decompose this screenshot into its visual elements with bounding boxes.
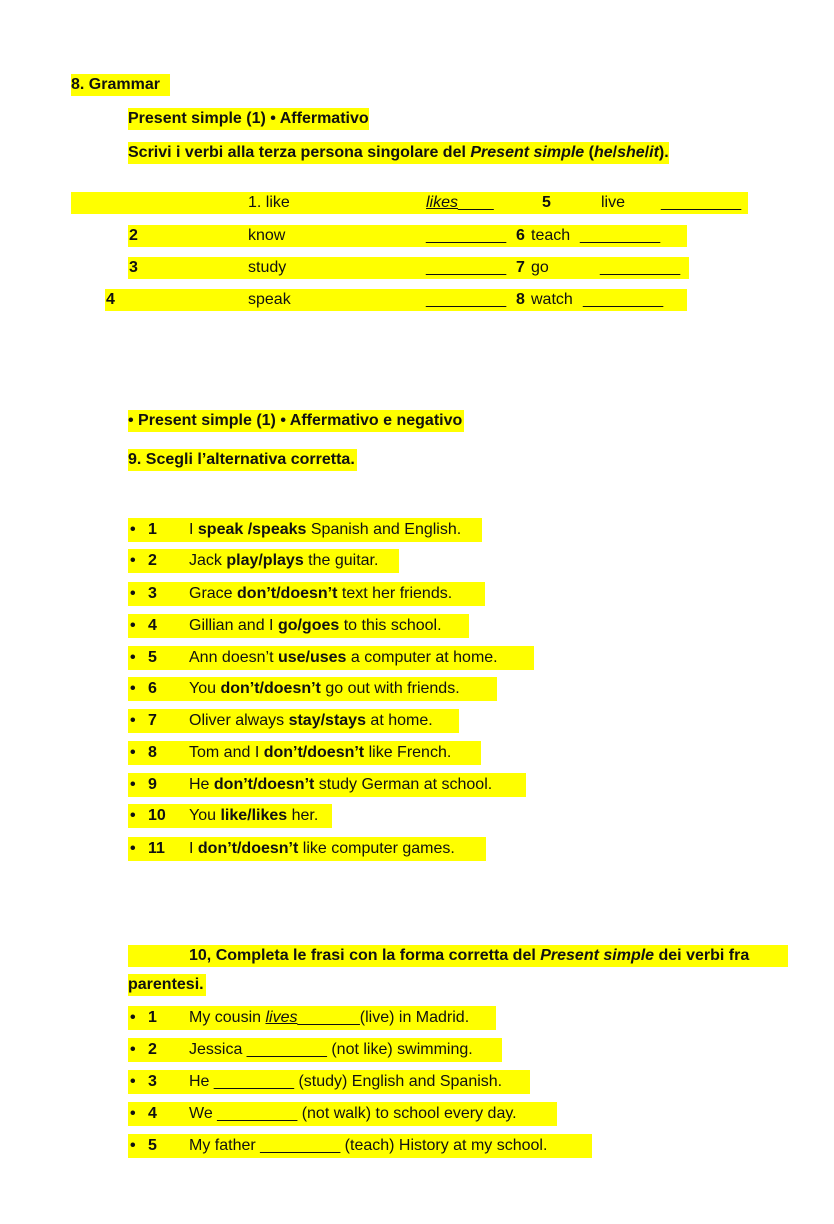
- answer-blank[interactable]: _________: [583, 291, 664, 308]
- ex9-title: 9. Scegli l’alternativa corretta.: [128, 449, 357, 471]
- list-item: • 9 He don’t/doesn’t study German at school.: [128, 773, 526, 797]
- section-heading: 8. Grammar: [71, 74, 170, 96]
- verb-row: [71, 192, 748, 214]
- list-item: • 4 Gillian and I go/goes to this school.: [128, 614, 469, 638]
- list-item: • 1 I speak /speaks Spanish and English.: [128, 518, 482, 542]
- answer-blank[interactable]: lives_______: [265, 1009, 360, 1026]
- list-item: • 11 I don’t/doesn’t like computer games.: [128, 837, 486, 861]
- verb-row: [105, 289, 687, 311]
- answer-blank[interactable]: likes____: [426, 194, 494, 211]
- list-item: • 2 Jack play/plays the guitar.: [128, 549, 399, 573]
- verb-number: 2: [129, 227, 138, 244]
- list-item: • 5 My father _________ (teach) History at my school.: [128, 1134, 592, 1158]
- ex10-title-line2: parentesi.: [128, 974, 206, 996]
- verb-prompt: speak: [248, 291, 291, 308]
- answer-blank[interactable]: _________: [580, 227, 661, 244]
- answer-blank[interactable]: _________: [426, 291, 507, 308]
- list-item: • 3 He _________ (study) English and Spanish.: [128, 1070, 530, 1094]
- verb-prompt: study: [248, 259, 287, 276]
- verb-number: 6: [516, 227, 525, 244]
- ex10-title: 10, Completa le frasi con la forma corretta del Present simple dei verbi fra: [128, 945, 788, 967]
- list-item: • 2 Jessica _________ (not like) swimming.: [128, 1038, 502, 1062]
- list-item: • 10 You like/likes her.: [128, 804, 332, 828]
- answer-blank[interactable]: _________: [426, 259, 507, 276]
- answer-blank[interactable]: _________: [217, 1105, 298, 1122]
- verb-prompt: 1. like: [248, 194, 290, 211]
- answer-blank[interactable]: _________: [426, 227, 507, 244]
- verb-prompt: watch: [531, 291, 573, 308]
- verb-prompt: teach: [531, 227, 571, 244]
- answer-blank[interactable]: _________: [661, 194, 742, 211]
- answer-blank[interactable]: _________: [213, 1073, 294, 1090]
- list-item: • 3 Grace don’t/doesn’t text her friends.: [128, 582, 485, 606]
- list-item: • 4 We _________ (not walk) to school every day.: [128, 1102, 557, 1126]
- list-item: • 1 My cousin lives_______(live) in Madrid.: [128, 1006, 496, 1030]
- verb-number: 8: [516, 291, 525, 308]
- verb-prompt: know: [248, 227, 286, 244]
- verb-row: [128, 257, 689, 279]
- verb-row: [128, 225, 687, 247]
- verb-number: 4: [106, 291, 115, 308]
- list-item: • 6 You don’t/doesn’t go out with friends.: [128, 677, 497, 701]
- answer-blank[interactable]: _________: [600, 259, 681, 276]
- verb-number: 5: [542, 194, 551, 211]
- answer-blank[interactable]: _________: [246, 1041, 327, 1058]
- list-item: • 7 Oliver always stay/stays at home.: [128, 709, 459, 733]
- list-item: • 8 Tom and I don’t/doesn’t like French.: [128, 741, 481, 765]
- list-item: • 5 Ann doesn’t use/uses a computer at home.: [128, 646, 534, 670]
- ex8-instruction: Scrivi i verbi alla terza persona singolare del Present simple (he/she/it).: [128, 142, 669, 164]
- verb-number: 7: [516, 259, 525, 276]
- ex8-subtitle: Present simple (1) • Affermativo: [128, 108, 369, 130]
- answer-blank[interactable]: _________: [260, 1137, 341, 1154]
- verb-number: 3: [129, 259, 138, 276]
- verb-prompt: go: [531, 259, 549, 276]
- ex9-subtitle: • Present simple (1) • Affermativo e negativo: [128, 410, 464, 432]
- verb-prompt: live: [601, 194, 626, 211]
